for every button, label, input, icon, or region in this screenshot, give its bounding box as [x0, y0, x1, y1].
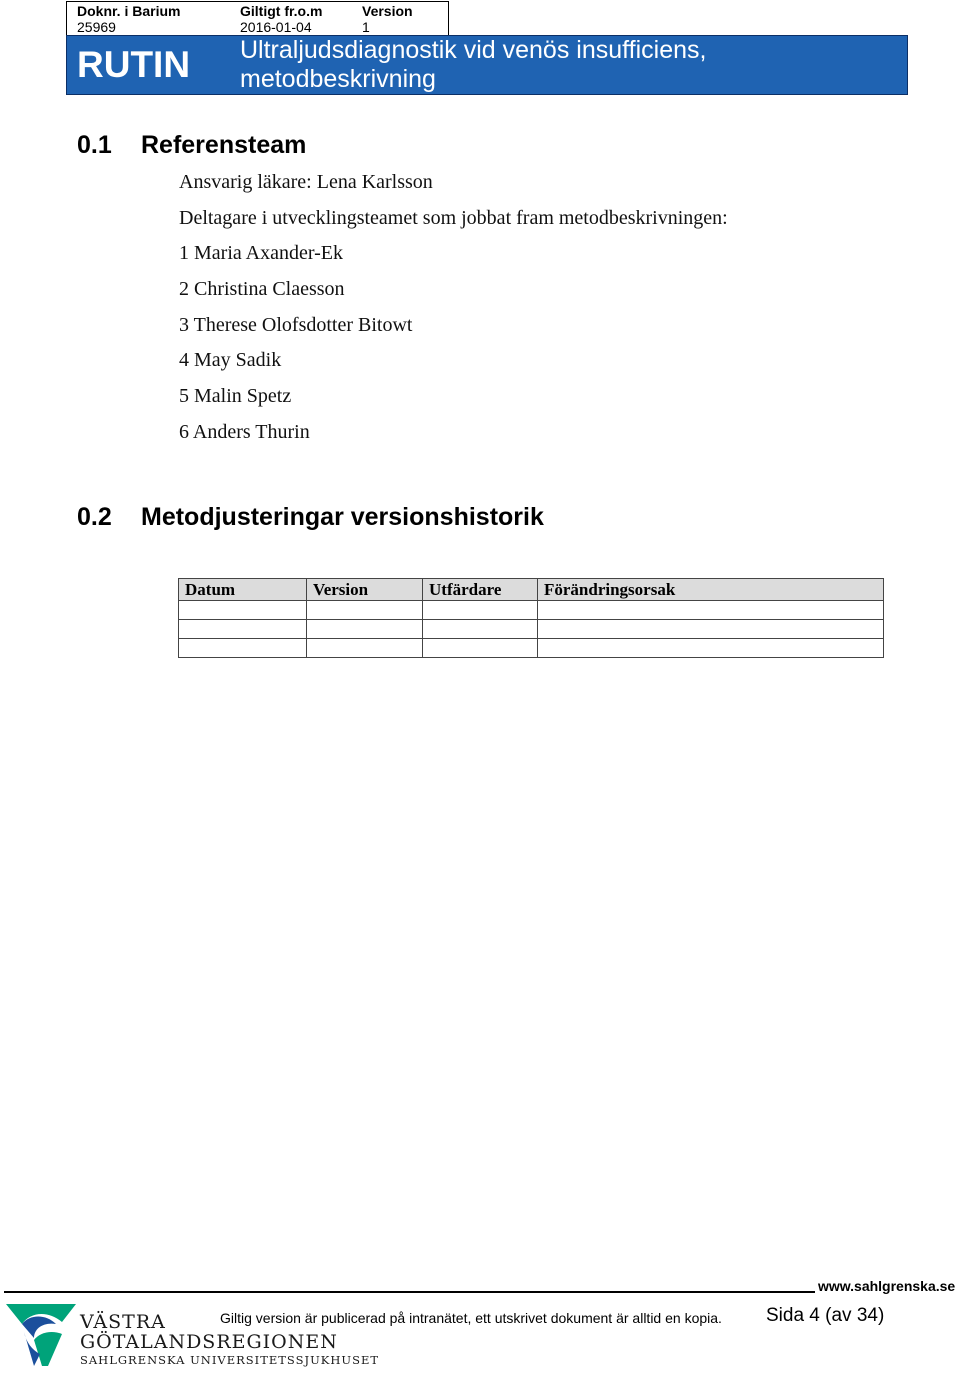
list-item: 2 Christina Claesson: [179, 277, 345, 300]
table-cell: [307, 639, 423, 658]
doc-number-value: 25969: [77, 19, 116, 35]
list-item: 5 Malin Spetz: [179, 385, 292, 408]
responsible-doctor: Ansvarig läkare: Lena Karlsson: [179, 171, 433, 193]
doc-number-cell: [77, 3, 180, 35]
document-title-line2: metodbeskrivning: [240, 65, 436, 93]
logo-text-gotalandsregionen: GÖTALANDSREGIONEN: [80, 1331, 338, 1353]
section-number: 0.2: [77, 503, 112, 531]
table-cell: [307, 620, 423, 639]
document-title-line1: Ultraljudsdiagnostik vid venös insufficiens,: [240, 36, 707, 64]
section-title: Metodjusteringar versionshistorik: [141, 503, 544, 531]
vgr-logo-icon: [4, 1302, 78, 1368]
table-cell: [538, 639, 884, 658]
table-row: [179, 639, 884, 658]
title-banner: [66, 35, 908, 95]
version-label: Version: [362, 3, 413, 19]
version-cell: [362, 3, 413, 35]
table-cell: [179, 639, 307, 658]
column-header-issuer: Utfärdare: [423, 579, 538, 601]
footer-website-link[interactable]: www.sahlgrenska.se: [818, 1278, 956, 1294]
table-row: [179, 601, 884, 620]
logo-text-sahlgrenska: SAHLGRENSKA UNIVERSITETSSJUKHUSET: [80, 1353, 380, 1367]
column-header-change-reason: Förändringsorsak: [538, 579, 884, 601]
footer-divider: [4, 1291, 815, 1293]
version-history-table: [178, 578, 884, 658]
table-cell: [423, 601, 538, 620]
team-member-list: [179, 241, 412, 456]
table-cell: [423, 639, 538, 658]
column-header-version: Version: [307, 579, 423, 601]
page-number: Sida 4 (av 34): [766, 1305, 885, 1326]
list-item: 4 May Sadik: [179, 349, 282, 372]
valid-from-cell: [240, 3, 322, 35]
table-cell: [423, 620, 538, 639]
valid-from-value: 2016-01-04: [240, 19, 312, 35]
table-cell: [307, 601, 423, 620]
table-header-row: [179, 579, 884, 601]
table-row: [179, 620, 884, 639]
section-number: 0.1: [77, 131, 112, 159]
list-item: 6 Anders Thurin: [179, 420, 310, 443]
list-item: 1 Maria Axander-Ek: [179, 242, 343, 264]
footer-validity-notice: Giltig version är publicerad på intranätet, ett utskrivet dokument är alltid en kopia.: [220, 1310, 722, 1326]
section-title: Referensteam: [141, 131, 307, 159]
logo-text-vastra: VÄSTRA: [80, 1311, 166, 1333]
valid-from-label: Giltigt fr.o.m: [240, 3, 323, 19]
table-cell: [538, 620, 884, 639]
column-header-date: Datum: [179, 579, 307, 601]
section-heading-version-history: [77, 502, 544, 532]
document-title: [240, 36, 900, 94]
table-cell: [179, 620, 307, 639]
version-value: 1: [362, 19, 370, 35]
section-heading-reference-team: [77, 130, 306, 160]
document-meta-box: [66, 1, 449, 35]
participants-intro: Deltagare i utvecklingsteamet som jobbat fram metodbeskrivningen:: [179, 207, 728, 229]
list-item: 3 Therese Olofsdotter Bitowt: [179, 313, 413, 336]
table-cell: [538, 601, 884, 620]
document-type: RUTIN: [77, 44, 191, 85]
doc-number-label: Doknr. i Barium: [77, 3, 181, 19]
table-cell: [179, 601, 307, 620]
